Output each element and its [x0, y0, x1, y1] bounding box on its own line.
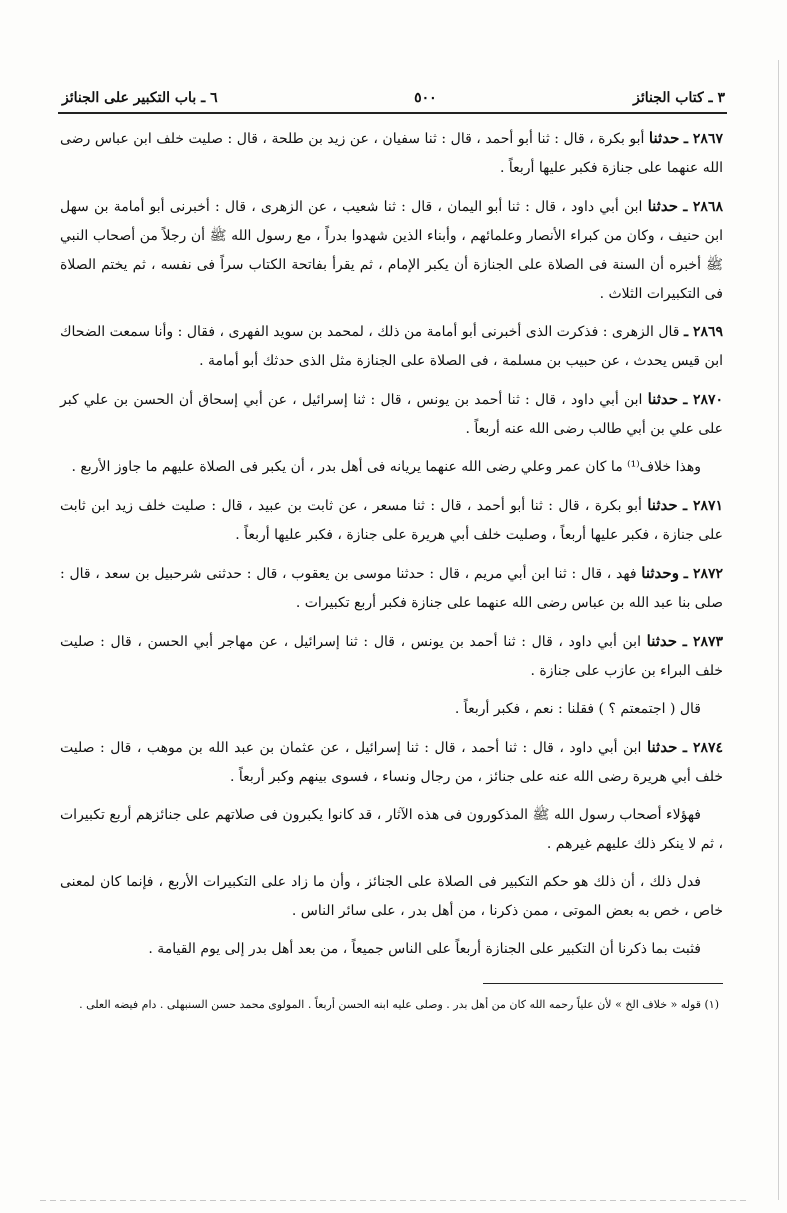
header-rule	[58, 112, 727, 114]
commentary-paragraph	[60, 453, 723, 482]
page-number: ٥٠٠	[414, 90, 437, 106]
paragraph-text: قال الزهرى : فذكرت الذى أخبرنى أبو أمامة من ذلك ، لمحمد بن سويد الفهرى ، فقال : وأنا سمعت الضحاك ابن قيس يحدث ، عن حبيب بن مسلمة ، فى الصلاة على الجنازة مثل الذى حدثك أبو أمامة .	[60, 324, 723, 369]
header-section: ٦ ـ باب التكبير على الجنائز	[62, 90, 218, 106]
hadith-paragraph	[60, 192, 723, 309]
hadith-number: ٢٨٦٨ ـ	[683, 199, 723, 215]
commentary-paragraph	[60, 695, 723, 724]
hadith-paragraph	[60, 318, 723, 376]
paragraph-text: ابن أبي داود ، قال : ثنا أحمد ، قال : ثنا إسرائيل ، عن عثمان بن عبد الله بن موهب ، قال : صليت خلف أبي هريرة رضى الله عنه على جنائز ، من رجال ونساء ، فسوى بينهم وكبر أربعاً .	[60, 740, 723, 785]
main-text	[60, 124, 723, 973]
paragraph-text: ابن أبي داود ، قال : ثنا أبو اليمان ، قال : ثنا شعيب ، عن الزهرى ، قال : أخبرنى أبو أمامة بن سهل ابن حنيف ، وكان من كبراء الأنصار وعلمائهم ، وأبناء الذين شهدوا بدراً ، مع رسول الله ﷺ أن رجلاً من أصحاب النبي ﷺ أخبره أن السنة فى الصلاة على الجنازة أن يكبر الإمام ، ثم يقرأ بفاتحة الكتاب سراً فى نفسه ، ثم يختم الصلاة فى التكبيرات الثلاث .	[60, 199, 723, 302]
hadith-paragraph	[60, 385, 723, 444]
paragraph-text: قال ( اجتمعتم ؟ ) فقلنا : نعم ، فكبر أربعاً .	[454, 701, 701, 717]
scan-edge-right	[778, 60, 779, 1200]
narration-keyword: حدثنا	[648, 129, 680, 147]
narration-keyword: حدثنا	[647, 197, 678, 215]
hadith-number: ٢٨٧٠ ـ	[683, 392, 724, 408]
paragraph-text: فهد ، قال : ثنا ابن أبي مريم ، قال : حدثنا موسى بن يعقوب ، قال : حدثنى شرحبيل بن سعد ، قال : صلى بنا عبد الله بن عباس رضى الله عنهما على جنازة فكبر أربع تكبيرات .	[60, 566, 723, 611]
hadith-paragraph	[60, 124, 723, 183]
commentary-paragraph	[60, 868, 723, 926]
paragraph-text: أبو بكرة ، قال : ثنا أبو أحمد ، قال : ثنا سفيان ، عن زيد بن طلحة ، قال : صليت خلف ابن عباس رضى الله عنهما على جنازة فكبر عليها أربعاً .	[60, 131, 723, 176]
paragraph-text: ابن أبي داود ، قال : ثنا أحمد بن يونس ، قال : ثنا إسرائيل ، عن مهاجر أبي الحسن ، قال : صليت خلف البراء بن عازب على جنازة .	[60, 634, 723, 679]
hadith-paragraph	[60, 559, 723, 618]
narration-keyword: حدثنا	[646, 632, 678, 650]
footnote: (١) قوله « خلاف الخ » لأن علياً رحمه الله كان من أهل بدر . وصلى عليه ابنه الحسن أربعاً . المولوى محمد حسن السنبهلى . دام فيضه العلى .	[79, 998, 719, 1011]
narration-keyword: حدثنا	[647, 390, 679, 408]
hadith-number: ٢٨٦٧ ـ	[683, 131, 723, 147]
commentary-paragraph	[60, 801, 723, 859]
paragraph-text: فدل ذلك ، أن ذلك هو حكم التكبير فى الصلاة على الجنائز ، وأن ما زاد على التكبيرات الأربع ، فإنما كان لمعنى خاص ، خص به بعض الموتى ، ممن ذكرنا ، من أهل بدر ، على سائر الناس .	[60, 874, 723, 919]
header-chapter: ٣ ـ كتاب الجنائز	[633, 90, 725, 106]
paragraph-text: ابن أبي داود ، قال : ثنا أحمد بن يونس ، قال : ثنا إسرائيل ، عن أبي إسحاق أن الحسن بن علي كبر على علي بن أبي طالب رضى الله عنه أربعاً .	[60, 392, 723, 437]
narration-keyword: حدثنا	[646, 738, 678, 756]
footnote-rule	[483, 983, 723, 984]
narration-keyword: وحدثنا	[641, 564, 679, 582]
hadith-paragraph	[60, 733, 723, 792]
hadith-number: ٢٨٧٤ ـ	[682, 740, 724, 756]
hadith-number: ٢٨٦٩ ـ	[683, 324, 724, 340]
scan-edge-bottom	[40, 1200, 747, 1201]
paragraph-text: فهؤلاء أصحاب رسول الله ﷺ المذكورون فى هذه الآثار ، قد كانوا يكبرون فى صلاتهم على جنائزهم أربع تكبيرات ، ثم لا ينكر ذلك عليهم غيرهم .	[60, 807, 723, 852]
hadith-number: ٢٨٧٣ ـ	[682, 634, 724, 650]
running-header	[62, 86, 725, 110]
paragraph-text: وهذا خلاف⁽¹⁾ ما كان عمر وعلي رضى الله عنهما يريانه فى أهل بدر ، أن يكبر فى الصلاة عليهم ما جاوز الأربع .	[71, 459, 701, 475]
paragraph-text: أبو بكرة ، قال : ثنا أبو أحمد ، قال : ثنا مسعر ، عن ثابت بن عبيد ، قال : صليت خلف زيد ابن ثابت على جنازة ، فكبر عليها أربعاً ، وصليت خلف أبي هريرة على جنازة ، فكبر عليها أربعاً .	[60, 498, 723, 543]
hadith-number: ٢٨٧١ ـ	[683, 498, 724, 514]
commentary-paragraph	[60, 935, 723, 964]
hadith-paragraph	[60, 491, 723, 550]
narration-keyword: حدثنا	[647, 496, 678, 514]
hadith-number: ٢٨٧٢ ـ	[683, 566, 724, 582]
hadith-paragraph	[60, 627, 723, 686]
paragraph-text: فثبت بما ذكرنا أن التكبير على الجنازة أربعاً على الناس جميعاً ، من بعد أهل بدر إلى يوم القيامة .	[148, 941, 701, 957]
